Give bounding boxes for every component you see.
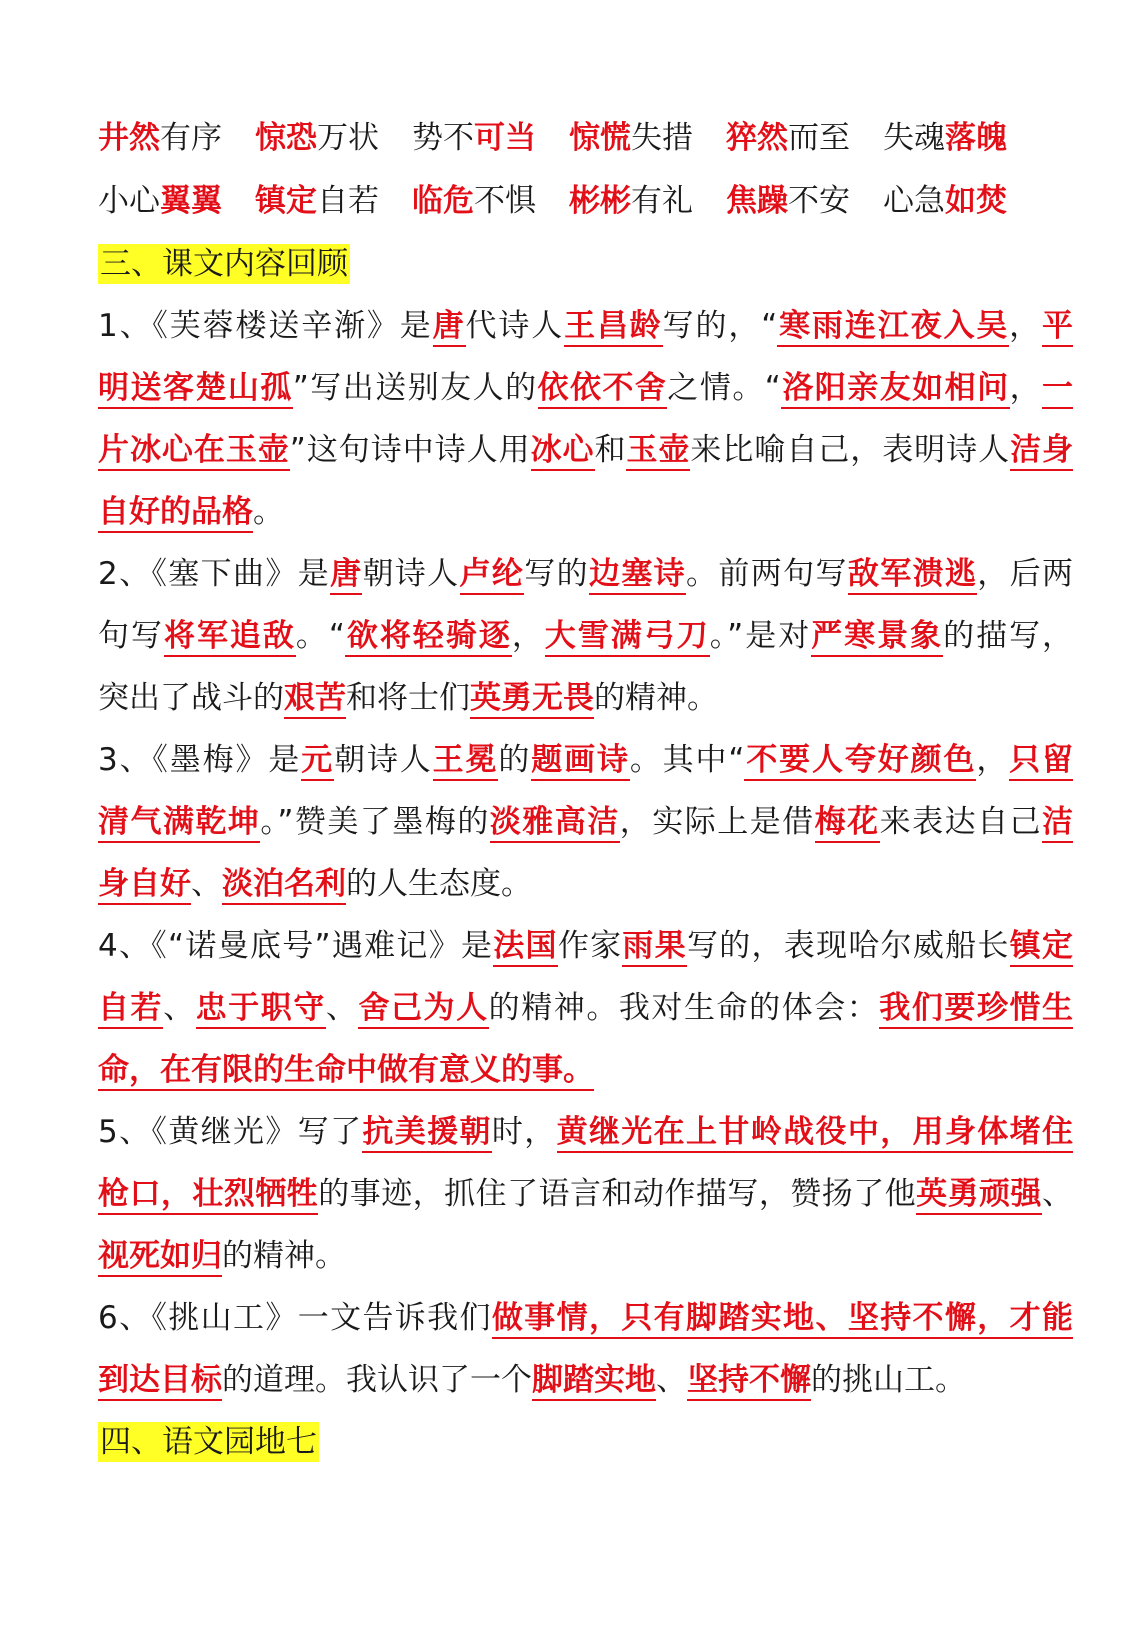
item-5-line-1: 5、《黄继光》写了抗美援朝时，黄继光在上甘岭战役中，用身体堵住 bbox=[98, 1101, 1073, 1163]
item-1-line-2: 明送客楚山孤”写出送别友人的依依不舍之情。“洛阳亲友如相问，一 bbox=[98, 357, 1073, 419]
idiom: 势不可当 bbox=[412, 120, 536, 156]
idiom: 惊慌失措 bbox=[569, 120, 693, 156]
item-1-line-4: 自好的品格。 bbox=[98, 481, 1073, 543]
item-1-line-3: 片冰心在玉壶”这句诗中诗人用冰心和玉壶来比喻自己，表明诗人洁身 bbox=[98, 419, 1073, 481]
item-2-line-1: 2、《塞下曲》是唐朝诗人卢纶写的边塞诗。前两句写敌军溃逃，后两 bbox=[98, 543, 1073, 605]
item-3-line-3: 身自好、淡泊名利的人生态度。 bbox=[98, 853, 1073, 915]
idiom: 心急如焚 bbox=[883, 183, 1007, 219]
item-5-line-3: 视死如归的精神。 bbox=[98, 1225, 1073, 1287]
item-1-line-1: 1、《芙蓉楼送辛渐》是唐代诗人王昌龄写的，“寒雨连江夜入吴，平 bbox=[98, 295, 1073, 357]
idiom: 猝然而至 bbox=[726, 120, 850, 156]
idiom-row-1 bbox=[98, 107, 1073, 169]
idiom: 失魂落魄 bbox=[883, 120, 1007, 156]
item-2-line-3: 突出了战斗的艰苦和将士们英勇无畏的精神。 bbox=[98, 667, 1073, 729]
idiom: 镇定自若 bbox=[255, 183, 379, 219]
idiom: 彬彬有礼 bbox=[569, 183, 693, 219]
idiom: 小心翼翼 bbox=[98, 183, 222, 219]
item-4-line-2: 自若、忠于职守、舍己为人的精神。我对生命的体会：我们要珍惜生 bbox=[98, 977, 1073, 1039]
item-3-line-2: 清气满乾坤。”赞美了墨梅的淡雅高洁，实际上是借梅花来表达自己洁 bbox=[98, 791, 1073, 853]
item-5-line-2: 枪口，壮烈牺牲的事迹，抓住了语言和动作描写，赞扬了他英勇顽强、 bbox=[98, 1163, 1073, 1225]
idiom: 井然有序 bbox=[98, 120, 222, 156]
idiom-row-2 bbox=[98, 170, 1073, 232]
item-6-line-2: 到达目标的道理。我认识了一个脚踏实地、坚持不懈的挑山工。 bbox=[98, 1349, 1073, 1411]
item-3-line-1: 3、《墨梅》是元朝诗人王冕的题画诗。其中“不要人夸好颜色，只留 bbox=[98, 729, 1073, 791]
item-2-line-2: 句写将军追敌。“欲将轻骑逐，大雪满弓刀。”是对严寒景象的描写， bbox=[98, 605, 1073, 667]
section-heading-review: 三、课文内容回顾 bbox=[100, 246, 348, 282]
idiom: 惊恐万状 bbox=[255, 120, 379, 156]
item-6-line-1: 6、《挑山工》一文告诉我们做事情，只有脚踏实地、坚持不懈，才能 bbox=[98, 1287, 1073, 1349]
item-4-line-3: 命，在有限的生命中做有意义的事。 bbox=[98, 1039, 1073, 1101]
idiom: 临危不惧 bbox=[412, 183, 536, 219]
item-4-line-1: 4、《“诺曼底号”遇难记》是法国作家雨果写的，表现哈尔威船长镇定 bbox=[98, 915, 1073, 977]
idiom: 焦躁不安 bbox=[726, 183, 850, 219]
section-heading-garden: 四、语文园地七 bbox=[100, 1424, 317, 1460]
